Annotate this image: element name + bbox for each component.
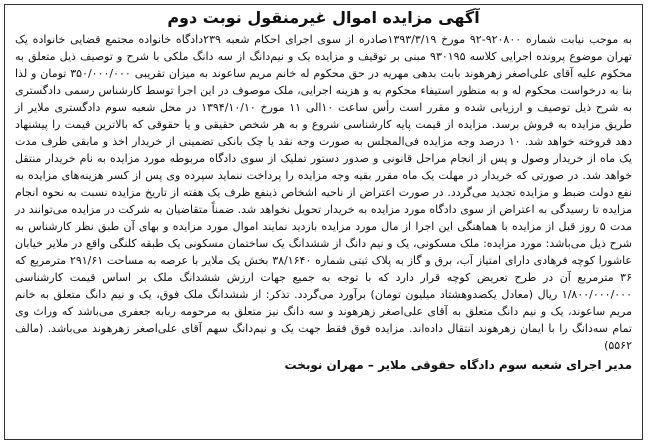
notice-body: به موجب نیابت شماره ۹۲۰۸۰۰-۹۲ مورخ ۱۳۹۳/۳/۱۹صادره از سوی اجرای احکام شعبه ۲۳۹دادگاه خانواده مجتمع قضایی خانواده یک تهران موضوع پرونده اجرایی کلاسه ۹۳۰۱۹۵ مبنی بر توقیف و مزایده یک و نیم‌دانگ از سه دانگ ملکی با شرح و توصیف ذیل متعلق به محکوم علیه آقای علی‌اصغر زهرهوند بابت بدهی مهریه در حق محکوم له خانم مریم ساعوند به میزان تقریبی ۳۵۰/۰۰۰/۰۰۰ تومان و لذا بنا به درخواست محکوم له و به منظور استیفاء محکوم به و هزینه اجرایی، ملک موصوف در این اجرا توسط کارشناس رسمی دادگستری به شرح ذیل توصیف و ارزیابی شده و مقرر است رأس ساعت ۱۰الی ۱۱ مورخ ۱۳۹۴/۱۰/۱۰ در محل شعبه سوم دادگستری ملایر از طریق مزایده به فروش برسد. مزایده از قیمت پایه کارشناسی شروع و به هر شخص حقیقی و یا حقوقی که بالاترین قیمت را پیشنهاد دهد فروخته خواهد شد. ۱۰ درصد وجه مزایده فی‌المجلس به صورت وجه نقد یا چک بانکی تضمینی از خریدار اخذ و مابقی ظرف مدت یک ماه از خریدار وصول و پس از انجام مراحل قانونی و صدور دستور تملیک از سوی دادگاه مربوطه مورد مزایده به نام خریدار منتقل خواهد شد. در صورتی که خریدار در مهلت یک ماه مقرر بقیه وجه مزایده را پرداخت ننماید سپرده وی پس از کسر هزینه‌های مزایده به نفع دولت ضبط و مزایده تجدید می‌گردد. در صورت اعتراض از ناحیه اشخاص ذینفع ظرف یک هفته از تاریخ مزایده نسبت به نحوه انجام مزایده تا رسیدگی به اعتراض از سوی دادگاه مورد مزایده به خریدار تحویل نخواهد شد. ضمناً متقاضیان به شرکت در مزایده می‌توانند در مدت ۵ روز قبل از مزایده با هماهنگی این اجرا از مال مورد مزایده بازدید نمایند اموال مورد مزایده و بهای آن طبق نظر کارشناس به شرح ذیل می‌باشد: مورد مزایده: ملک مسکونی، یک و نیم دانگ از ششدانگ یک ساختمان مسکونی یک طبقه کلنگی واقع در ملایر خیابان عاشورا کوچه فرهادی دارای امتیاز آب، برق و گاز به پلاک ثبتی شماره ۳۸/۱۶۴۰ بخش یک ملایر با عرصه به مساحت ۲۹۱/۶۱ مترمربع که ۳۶ مترمربع آن در طرح تعریض کوچه قرار دارد که با توجه به جمیع جهات ارزش ششدانگ ملک بر اساس قیمت کارشناسی ۱/۸۰۰/۰۰۰/۰۰۰ ریال (معادل یکصدوهشتاد میلیون تومان) برآورد می‌گردد. تذکر: از ششدانگ ملک فوق، یک و نیم دانگ متعلق به خانم مریم ساعوند، یک و نیم دانگ متعلق به آقای علی‌اصغر زهرهوند و سه دانگ نیز متعلق به مرحومه ربابه جعفری می‌باشد که وراث وی تمام سه‌دانگ را با ایمان زهرهوند انتقال داده‌اند. مزایده فوق فقط جهت یک و نیم‌دانگ سهم آقای علی‌اصغر زهرهوند می‌باشد. (مالف ۵۵۶۲): [15, 33, 633, 352]
notice-signature: مدیر اجرای شعبه سوم دادگاه حقوقی ملایر – مهران نوبخت: [284, 358, 632, 372]
notice-title: آگهی مزایده اموال غیرمنقول نوبت دوم: [167, 8, 480, 27]
auction-notice: [4, 4, 643, 440]
